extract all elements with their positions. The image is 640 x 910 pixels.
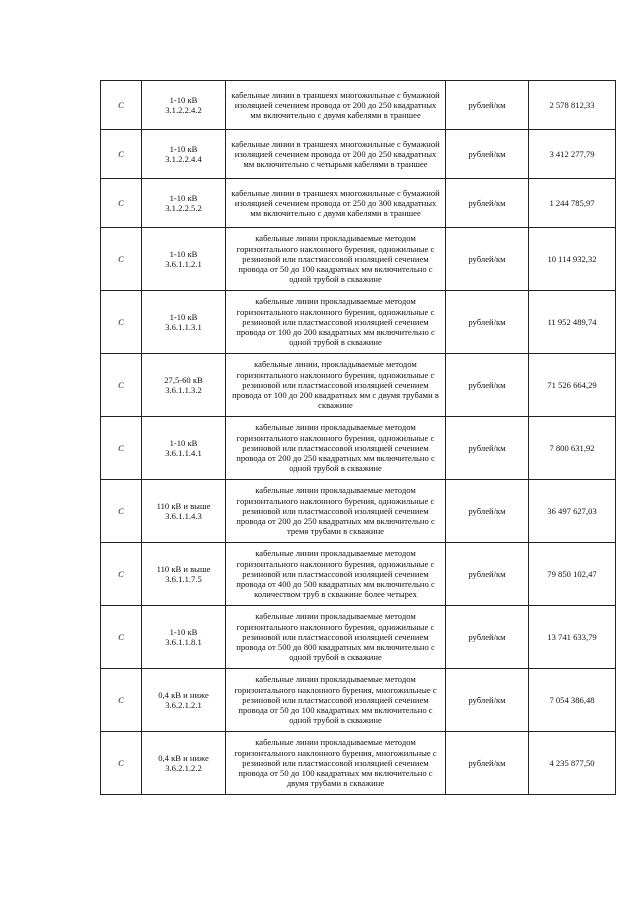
description-cell: кабельные линии в траншеях многожильные с бумажной изоляцией сечением провода от 200 до 250 квадратных мм включительно с четырьмя кабелями в траншее xyxy=(226,130,446,179)
voltage-cell xyxy=(142,606,226,669)
table-row xyxy=(101,179,616,228)
value-cell: 36 497 627,03 xyxy=(529,480,616,543)
unit-cell: рублей/км xyxy=(446,732,529,795)
rate-code: 3.6.1.1.4.1 xyxy=(165,448,202,458)
voltage-cell xyxy=(142,543,226,606)
value-cell: 79 850 102,47 xyxy=(529,543,616,606)
table-row xyxy=(101,732,616,795)
rate-code: 3.6.2.1.2.2 xyxy=(165,763,202,773)
rate-code: 3.6.1.1.3.1 xyxy=(165,322,202,332)
rate-code: 3.6.2.1.2.1 xyxy=(165,700,202,710)
voltage-level: 1-10 кВ xyxy=(169,94,198,105)
value-cell: 7 800 631,92 xyxy=(529,417,616,480)
voltage-cell xyxy=(142,228,226,291)
voltage-level: 1-10 кВ xyxy=(169,437,198,448)
tariff-table-body xyxy=(101,81,616,795)
description-cell: кабельные линии прокладываемые методом горизонтального наклонного бурения, одножильные с резиновой или пластмассовой изоляцией сечением провода от 500 до 800 квадратных мм включительно с одной трубой в скважине xyxy=(226,606,446,669)
voltage-level: 1-10 кВ xyxy=(169,192,198,203)
rate-code: 3.6.1.1.3.2 xyxy=(165,385,202,395)
description-cell: кабельные линии прокладываемые методом горизонтального наклонного бурения, одножильные с резиновой или пластмассовой изоляцией сечением провода от 50 до 100 квадратных мм включительно с одной трубой в скважине xyxy=(226,228,446,291)
voltage-level: 27,5-60 кВ xyxy=(164,374,203,385)
value-cell: 3 412 277,79 xyxy=(529,130,616,179)
unit-cell: рублей/км xyxy=(446,669,529,732)
voltage-cell xyxy=(142,732,226,795)
voltage-cell xyxy=(142,417,226,480)
rate-code: 3.6.1.1.2.1 xyxy=(165,259,202,269)
voltage-cell xyxy=(142,354,226,417)
unit-cell: рублей/км xyxy=(446,81,529,130)
value-cell: 11 952 489,74 xyxy=(529,291,616,354)
description-cell: кабельные линии в траншеях многожильные с бумажной изоляцией сечением провода от 200 до 250 квадратных мм включительно с двумя кабелями в траншее xyxy=(226,81,446,130)
rate-code: 3.1.2.2.4.2 xyxy=(165,105,202,115)
description-cell: кабельные линии прокладываемые методом горизонтального наклонного бурения, многожильные с резиновой или пластмассовой изоляцией сечением провода от 50 до 100 квадратных мм включительно с одной трубой в скважине xyxy=(226,669,446,732)
rate-symbol: C xyxy=(101,417,142,480)
rate-code: 3.6.1.1.7.5 xyxy=(165,574,202,584)
voltage-cell xyxy=(142,130,226,179)
value-cell: 71 526 664,29 xyxy=(529,354,616,417)
value-cell: 13 741 633,79 xyxy=(529,606,616,669)
description-cell: кабельные линии прокладываемые методом горизонтального наклонного бурения, одножильные с резиновой или пластмассовой изоляцией сечением провода от 200 до 250 квадратных мм включительно с одной трубой в скважине xyxy=(226,417,446,480)
rate-symbol: C xyxy=(101,291,142,354)
unit-cell: рублей/км xyxy=(446,354,529,417)
unit-cell: рублей/км xyxy=(446,543,529,606)
unit-cell: рублей/км xyxy=(446,480,529,543)
rate-symbol: C xyxy=(101,179,142,228)
rate-code: 3.1.2.2.4.4 xyxy=(165,154,202,164)
voltage-cell xyxy=(142,480,226,543)
rate-symbol: C xyxy=(101,480,142,543)
table-row xyxy=(101,130,616,179)
description-cell: кабельные линии прокладываемые методом горизонтального наклонного бурения, многожильные с резиновой или пластмассовой изоляцией сечением провода от 50 до 100 квадратных мм включительно с двумя трубами в скважине xyxy=(226,732,446,795)
value-cell: 2 578 812,33 xyxy=(529,81,616,130)
description-cell: кабельные линии прокладываемые методом горизонтального наклонного бурения, одножильные с резиновой или пластмассовой изоляцией сечением провода от 100 до 200 квадратных мм включительно с одной трубой в скважине xyxy=(226,291,446,354)
voltage-level: 0,4 кВ и ниже xyxy=(158,689,209,700)
unit-cell: рублей/км xyxy=(446,179,529,228)
value-cell: 1 244 785,97 xyxy=(529,179,616,228)
table-row xyxy=(101,480,616,543)
rate-symbol: C xyxy=(101,228,142,291)
voltage-level: 0,4 кВ и ниже xyxy=(158,752,209,763)
table-row xyxy=(101,669,616,732)
table-row xyxy=(101,417,616,480)
unit-cell: рублей/км xyxy=(446,606,529,669)
voltage-cell xyxy=(142,81,226,130)
value-cell: 10 114 932,32 xyxy=(529,228,616,291)
voltage-level: 1-10 кВ xyxy=(169,311,198,322)
rate-symbol: C xyxy=(101,543,142,606)
rate-symbol: C xyxy=(101,354,142,417)
rate-code: 3.6.1.1.8.1 xyxy=(165,637,202,647)
rate-symbol: C xyxy=(101,732,142,795)
tariff-table xyxy=(100,80,616,795)
value-cell: 4 235 877,50 xyxy=(529,732,616,795)
voltage-cell xyxy=(142,669,226,732)
table-row xyxy=(101,291,616,354)
voltage-level: 110 кВ и выше xyxy=(156,563,211,574)
voltage-level: 1-10 кВ xyxy=(169,248,198,259)
rate-code: 3.1.2.2.5.2 xyxy=(165,203,202,213)
rate-symbol: C xyxy=(101,669,142,732)
unit-cell: рублей/км xyxy=(446,130,529,179)
voltage-level: 1-10 кВ xyxy=(169,626,198,637)
description-cell: кабельные линии в траншеях многожильные с бумажной изоляцией сечением провода от 250 до 300 квадратных мм включительно с двумя кабелями в траншее xyxy=(226,179,446,228)
rate-symbol: C xyxy=(101,606,142,669)
unit-cell: рублей/км xyxy=(446,417,529,480)
table-row xyxy=(101,228,616,291)
table-row xyxy=(101,81,616,130)
unit-cell: рублей/км xyxy=(446,291,529,354)
voltage-level: 1-10 кВ xyxy=(169,143,198,154)
rate-code: 3.6.1.1.4.3 xyxy=(165,511,202,521)
description-cell: кабельные линии прокладываемые методом горизонтального наклонного бурения, одножильные с резиновой или пластмассовой изоляцией сечением провода от 400 до 500 квадратных мм включительно с количеством труб в скважине более четырех xyxy=(226,543,446,606)
unit-cell: рублей/км xyxy=(446,228,529,291)
table-row xyxy=(101,606,616,669)
table-row xyxy=(101,354,616,417)
voltage-cell xyxy=(142,179,226,228)
table-row xyxy=(101,543,616,606)
rate-symbol: C xyxy=(101,81,142,130)
voltage-cell xyxy=(142,291,226,354)
voltage-level: 110 кВ и выше xyxy=(156,500,211,511)
value-cell: 7 054 386,48 xyxy=(529,669,616,732)
rate-symbol: C xyxy=(101,130,142,179)
description-cell: кабельные линии, прокладываемые методом горизонтального наклонного бурения, одножильные с резиновой или пластмассовой изоляцией сечением провода от 100 до 200 квадратных мм с двумя трубами в скважине xyxy=(226,354,446,417)
description-cell: кабельные линии прокладываемые методом горизонтального наклонного бурения, одножильные с резиновой или пластмассовой изоляцией сечением провода от 200 до 250 квадратных мм включительно с тремя трубами в скважине xyxy=(226,480,446,543)
